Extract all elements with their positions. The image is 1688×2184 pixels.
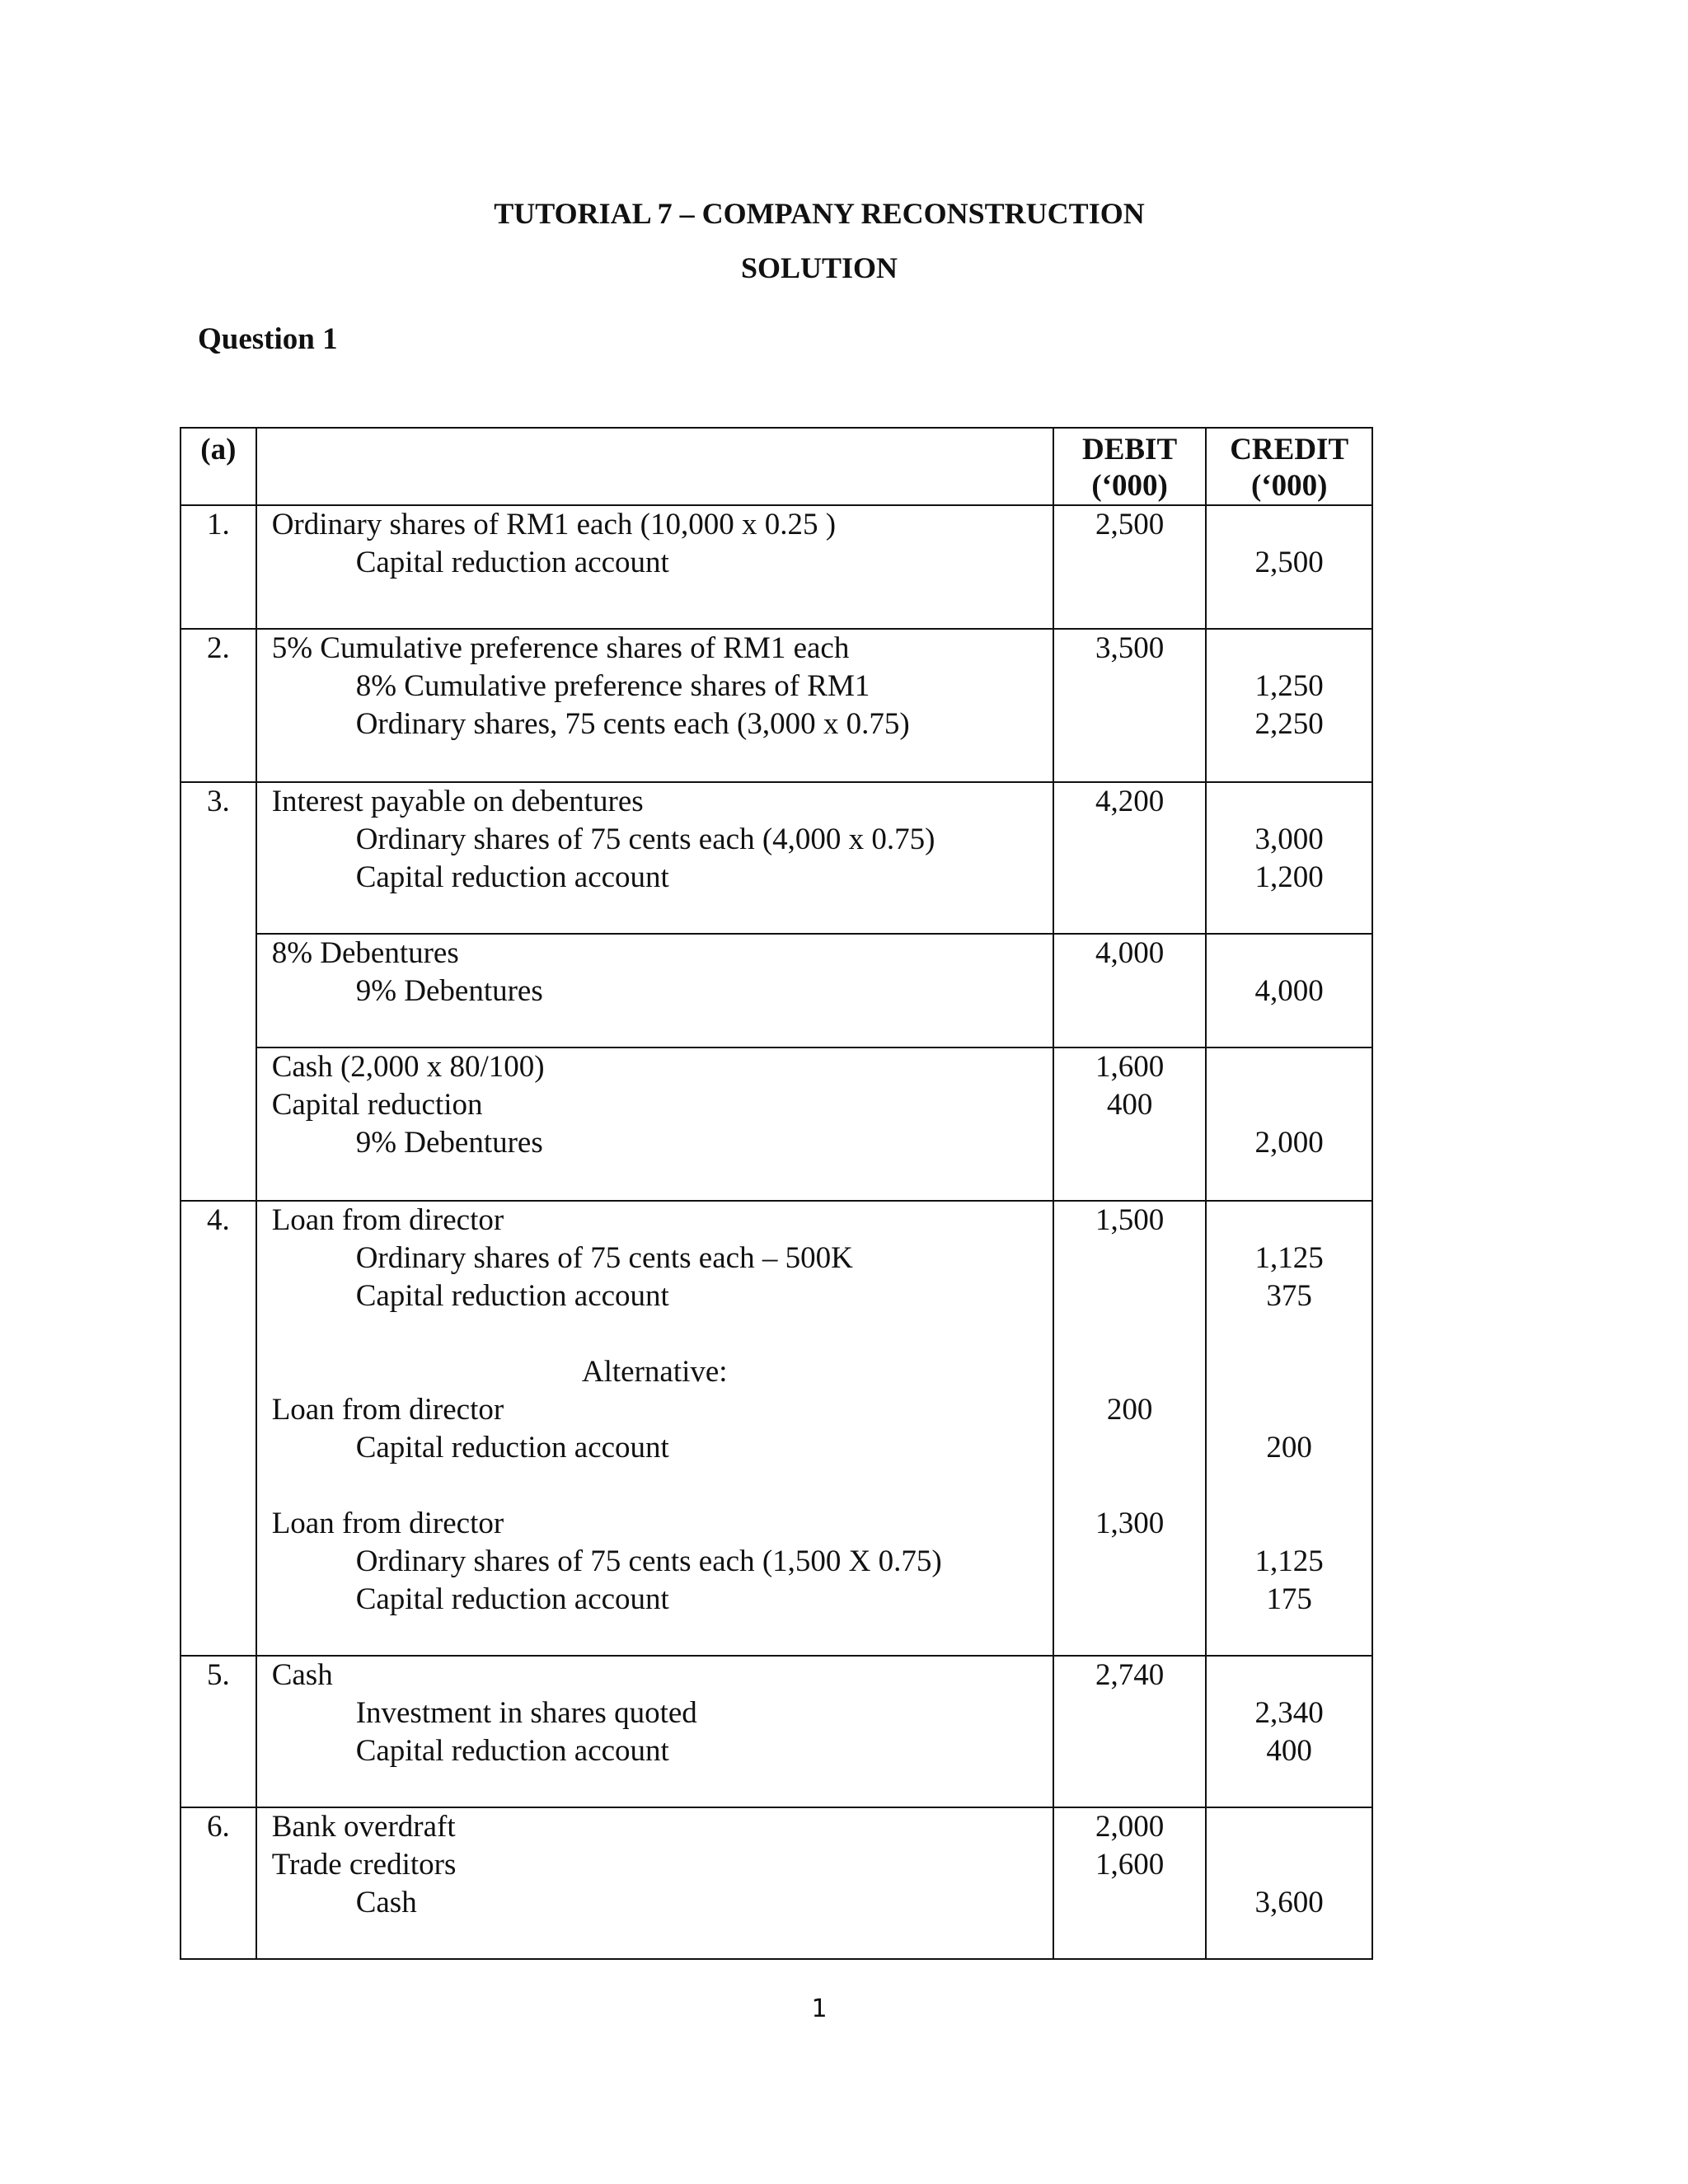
credit-amount: 400 (1266, 1734, 1312, 1768)
credit-amount (1207, 1202, 1372, 1240)
part-label: (a) (181, 428, 256, 505)
entry-number: 6. (181, 1807, 256, 1959)
entry-accounts (256, 505, 1053, 629)
entry-number: 5. (181, 1656, 256, 1807)
credit-amount (1207, 1086, 1372, 1124)
debit-amount: 2,000 (1095, 1810, 1165, 1844)
credit-amount: 375 (1266, 1279, 1312, 1313)
debit-cell (1053, 934, 1207, 1047)
credit-amount: 2,250 (1254, 707, 1324, 741)
document-subtitle: SOLUTION (740, 251, 898, 284)
debit-label: DEBIT (1081, 433, 1178, 466)
debit-cell (1053, 782, 1207, 934)
credit-cell (1206, 505, 1372, 629)
credit-amount (1207, 1657, 1372, 1694)
account-line: Cash (271, 1658, 333, 1692)
debit-amount: 1,600 (1095, 1050, 1165, 1084)
debit-amount (1054, 1543, 1206, 1581)
debit-cell (1053, 1807, 1207, 1959)
debit-amount (1054, 1429, 1206, 1467)
credit-amount (1207, 1505, 1372, 1543)
debit-amount: 3,500 (1095, 631, 1165, 665)
entry-number-blank (181, 934, 256, 1047)
credit-cell (1206, 1807, 1372, 1959)
debit-amount (1054, 544, 1206, 582)
spacer (1207, 1353, 1372, 1391)
debit-amount (1054, 1277, 1206, 1315)
table-header-row (181, 428, 1372, 505)
account-line: Capital reduction (271, 1088, 483, 1122)
debit-amount: 400 (1106, 1088, 1153, 1122)
account-line: Interest payable on debentures (271, 785, 644, 818)
account-line: Capital reduction account (355, 860, 669, 894)
credit-amount (1207, 506, 1372, 544)
page-number: 1 (811, 1994, 828, 2023)
spacer (257, 1467, 1053, 1505)
credit-amount (1207, 1808, 1372, 1846)
credit-cell (1206, 1201, 1372, 1656)
table-row (181, 1807, 1372, 1959)
debit-amount (1054, 705, 1206, 743)
entry-number: 4. (181, 1201, 256, 1656)
debit-amount: 4,000 (1095, 936, 1165, 970)
spacer (1054, 1353, 1206, 1391)
spacer (1054, 1315, 1206, 1353)
entry-accounts (256, 1201, 1053, 1656)
credit-amount (1207, 935, 1372, 972)
debit-unit: (‘000) (1091, 469, 1168, 503)
debit-amount (1054, 821, 1206, 859)
debit-cell (1053, 1047, 1207, 1201)
alternative-label: Alternative: (581, 1355, 728, 1389)
account-line: Investment in shares quoted (355, 1696, 697, 1730)
account-line: 9% Debentures (355, 974, 543, 1008)
debit-amount (1054, 972, 1206, 1010)
account-line: Capital reduction account (355, 1734, 669, 1768)
document-title: TUTORIAL 7 – COMPANY RECONSTRUCTION (494, 197, 1145, 230)
account-line: 8% Cumulative preference shares of RM1 (355, 669, 870, 703)
entry-number: 1. (181, 505, 256, 629)
account-line: 9% Debentures (355, 1126, 543, 1160)
credit-amount: 2,000 (1254, 1126, 1324, 1160)
account-line: 5% Cumulative preference shares of RM1 each (271, 631, 850, 665)
account-line: Ordinary shares of 75 cents each – 500K (355, 1241, 853, 1275)
debit-amount: 4,200 (1095, 785, 1165, 818)
debit-amount (1054, 1694, 1206, 1732)
account-line: Capital reduction account (355, 1431, 669, 1465)
credit-amount: 1,125 (1254, 1544, 1324, 1578)
debit-amount (1054, 1732, 1206, 1770)
table-row (181, 1656, 1372, 1807)
credit-amount: 1,250 (1254, 669, 1324, 703)
credit-cell (1206, 782, 1372, 934)
table-row (181, 1201, 1372, 1656)
credit-amount: 2,500 (1254, 546, 1324, 579)
credit-amount: 175 (1266, 1582, 1312, 1616)
account-line: 8% Debentures (271, 936, 459, 970)
debit-amount (1054, 1884, 1206, 1922)
account-line: Trade creditors (271, 1848, 457, 1882)
account-line: Ordinary shares of 75 cents each (1,500 X 0.75) (355, 1544, 942, 1578)
debit-amount: 2,740 (1095, 1658, 1165, 1692)
credit-header (1206, 428, 1372, 505)
account-line: Capital reduction account (355, 1582, 669, 1616)
credit-cell (1206, 629, 1372, 782)
debit-cell (1053, 505, 1207, 629)
account-line: Cash (355, 1886, 417, 1919)
entry-accounts (256, 629, 1053, 782)
account-line: Capital reduction account (355, 1279, 669, 1313)
entry-accounts (256, 1807, 1053, 1959)
debit-amount (1054, 859, 1206, 897)
entry-number: 2. (181, 629, 256, 782)
debit-cell (1053, 1656, 1207, 1807)
table-row (181, 782, 1372, 934)
credit-amount: 1,125 (1254, 1241, 1324, 1275)
debit-amount: 1,300 (1095, 1507, 1165, 1540)
debit-amount: 1,500 (1095, 1203, 1165, 1237)
debit-amount: 200 (1106, 1393, 1153, 1427)
table-row (181, 505, 1372, 629)
account-line: Loan from director (271, 1203, 504, 1237)
credit-amount (1207, 630, 1372, 668)
credit-cell (1206, 1047, 1372, 1201)
credit-cell (1206, 934, 1372, 1047)
account-line: Loan from director (271, 1507, 504, 1540)
account-line: Cash (2,000 x 80/100) (271, 1050, 545, 1084)
debit-amount (1054, 1581, 1206, 1619)
entry-accounts (256, 934, 1053, 1047)
table-row (181, 629, 1372, 782)
account-line: Ordinary shares of 75 cents each (4,000 x 0.75) (355, 823, 935, 856)
account-line: Loan from director (271, 1393, 504, 1427)
entry-number: 3. (181, 782, 256, 934)
entry-number-blank (181, 1047, 256, 1201)
credit-amount: 3,000 (1254, 823, 1324, 856)
debit-cell (1053, 1201, 1207, 1656)
table-row (181, 934, 1372, 1047)
account-line: Capital reduction account (355, 546, 669, 579)
account-line: Ordinary shares, 75 cents each (3,000 x 0.75) (355, 707, 910, 741)
credit-label: CREDIT (1230, 433, 1349, 466)
debit-amount (1054, 668, 1206, 705)
spacer (1207, 1467, 1372, 1505)
spacer (1207, 1315, 1372, 1353)
debit-amount: 1,600 (1095, 1848, 1165, 1882)
credit-amount (1207, 783, 1372, 821)
credit-unit: (‘000) (1250, 469, 1328, 503)
header-blank (256, 428, 1053, 505)
spacer (257, 1315, 1053, 1353)
account-line: Bank overdraft (271, 1810, 456, 1844)
entry-accounts (256, 1656, 1053, 1807)
credit-amount: 4,000 (1254, 974, 1324, 1008)
entry-accounts (256, 782, 1053, 934)
credit-amount: 200 (1266, 1431, 1312, 1465)
debit-cell (1053, 629, 1207, 782)
credit-amount: 3,600 (1254, 1886, 1324, 1919)
journal-entries-table (180, 427, 1373, 1960)
credit-amount (1207, 1391, 1372, 1429)
debit-amount (1054, 1240, 1206, 1277)
entry-accounts (256, 1047, 1053, 1201)
debit-header (1053, 428, 1207, 505)
account-line: Ordinary shares of RM1 each (10,000 x 0.25 ) (271, 508, 837, 541)
debit-amount (1054, 1124, 1206, 1162)
credit-cell (1206, 1656, 1372, 1807)
debit-amount: 2,500 (1095, 508, 1165, 541)
question-heading: Question 1 (198, 322, 338, 356)
credit-amount (1207, 1048, 1372, 1086)
credit-amount (1207, 1846, 1372, 1884)
credit-amount: 1,200 (1254, 860, 1324, 894)
table-row (181, 1047, 1372, 1201)
credit-amount: 2,340 (1254, 1696, 1324, 1730)
spacer (1054, 1467, 1206, 1505)
